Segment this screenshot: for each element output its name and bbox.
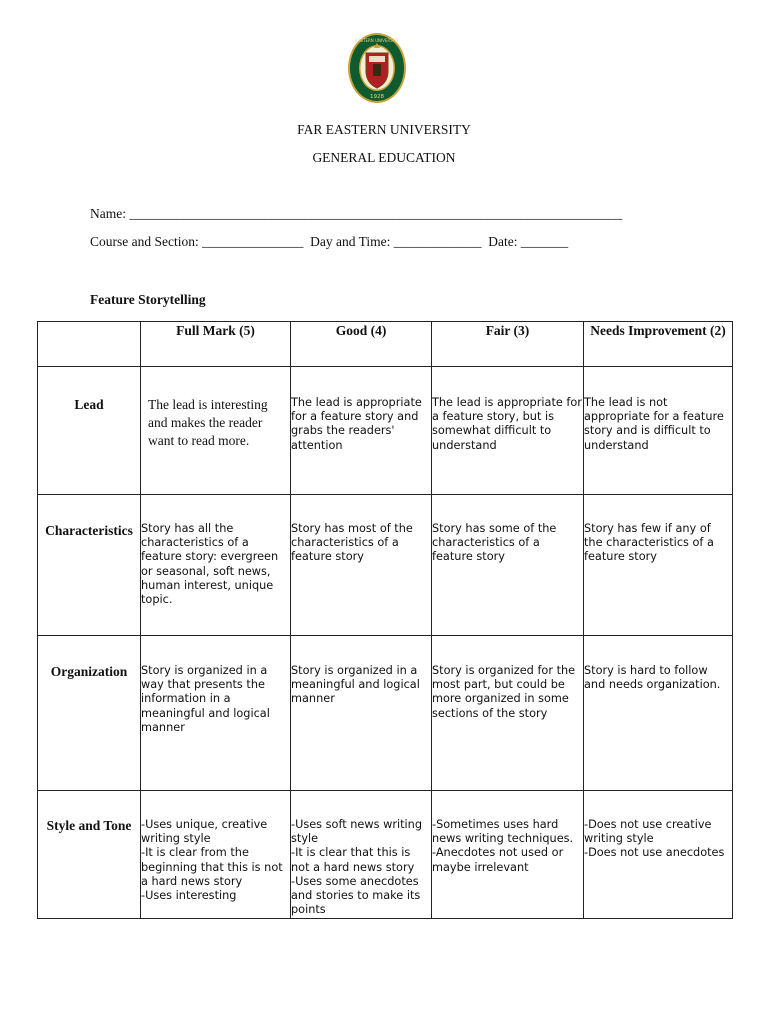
- header-cell-good: Good (4): [291, 322, 432, 367]
- header-cell-empty: [38, 322, 141, 367]
- day-time-label: Day and Time:: [310, 234, 391, 249]
- name-label: Name:: [90, 206, 126, 221]
- criterion-cell: Organization: [38, 636, 141, 791]
- rubric-row-organization: [38, 636, 733, 791]
- course-field-row: [90, 234, 568, 250]
- course-blank[interactable]: _______________: [202, 234, 304, 249]
- criterion-cell: Lead: [38, 367, 141, 495]
- section-title: Feature Storytelling: [90, 292, 206, 307]
- rubric-line: -Uses interesting: [141, 889, 237, 903]
- criterion-cell: Style and Tone: [38, 791, 141, 919]
- date-label: Date:: [488, 234, 518, 249]
- day-time-blank[interactable]: _____________: [393, 234, 482, 249]
- university-title: FAR EASTERN UNIVERSITY: [297, 122, 471, 137]
- header-cell-needs-improvement: Needs Improvement (2): [584, 322, 733, 367]
- rubric-row-characteristics: [38, 495, 733, 636]
- header-cell-full-mark: Full Mark (5): [141, 322, 291, 367]
- rubric-line: -Sometimes uses hard news writing techniques.: [432, 818, 574, 846]
- rubric-cell: The lead is interesting and makes the reader want to read more.: [141, 367, 291, 495]
- rubric-cell: The lead is not appropriate for a feature story and is difficult to understand: [584, 367, 733, 495]
- rubric-line: -It is clear from the beginning that this is not a hard news story: [141, 846, 283, 888]
- svg-text:1928: 1928: [370, 94, 384, 100]
- course-label: Course and Section:: [90, 234, 199, 249]
- rubric-cell: [584, 791, 733, 919]
- rubric-cell: Story is organized in a way that presents the information in a meaningful and logical manner: [141, 636, 291, 791]
- rubric-line: -Anecdotes not used or maybe irrelevant: [432, 846, 564, 874]
- university-seal-logo: [346, 31, 408, 105]
- name-field-row: [90, 206, 622, 222]
- rubric-cell: Story is hard to follow and needs organization.: [584, 636, 733, 791]
- rubric-cell: The lead is appropriate for a feature story, but is somewhat difficult to understand: [432, 367, 584, 495]
- rubric-row-lead: [38, 367, 733, 495]
- rubric-header-row: [38, 322, 733, 367]
- rubric-line: -It is clear that this is not a hard news story: [291, 846, 415, 874]
- date-blank[interactable]: _______: [520, 234, 569, 249]
- name-blank[interactable]: _________________________________________________________________________: [129, 206, 623, 221]
- rubric-line: -Uses soft news writing style: [291, 818, 423, 846]
- rubric-cell: Story is organized for the most part, but could be more organized in some sections of the story: [432, 636, 584, 791]
- rubric-line: -Does not use anecdotes: [584, 846, 725, 860]
- rubric-line: -Uses unique, creative writing style: [141, 818, 268, 846]
- rubric-cell: Story is organized in a meaningful and logical manner: [291, 636, 432, 791]
- svg-text:EASTERN UNIVERSITY: EASTERN UNIVERSITY: [355, 38, 399, 43]
- rubric-line: -Does not use creative writing style: [584, 818, 712, 846]
- rubric-cell: The lead is appropriate for a feature story and grabs the readers' attention: [291, 367, 432, 495]
- rubric-line: -Uses some anecdotes and stories to make its points: [291, 874, 421, 917]
- rubric-cell: Story has few if any of the characteristics of a feature story: [584, 495, 733, 636]
- rubric-cell: [291, 791, 432, 919]
- rubric-cell: Story has some of the characteristics of a feature story: [432, 495, 584, 636]
- rubric-row-style-and-tone: [38, 791, 733, 919]
- department-title: GENERAL EDUCATION: [312, 150, 456, 165]
- header-cell-fair: Fair (3): [432, 322, 584, 367]
- rubric-cell: [141, 791, 291, 919]
- rubric-cell: Story has all the characteristics of a feature story: evergreen or seasonal, soft news, human interest, unique topic.: [141, 495, 291, 636]
- rubric-cell: [432, 791, 584, 919]
- criterion-cell: Characteristics: [38, 495, 141, 636]
- rubric-cell: Story has most of the characteristics of a feature story: [291, 495, 432, 636]
- rubric-table: [37, 321, 733, 919]
